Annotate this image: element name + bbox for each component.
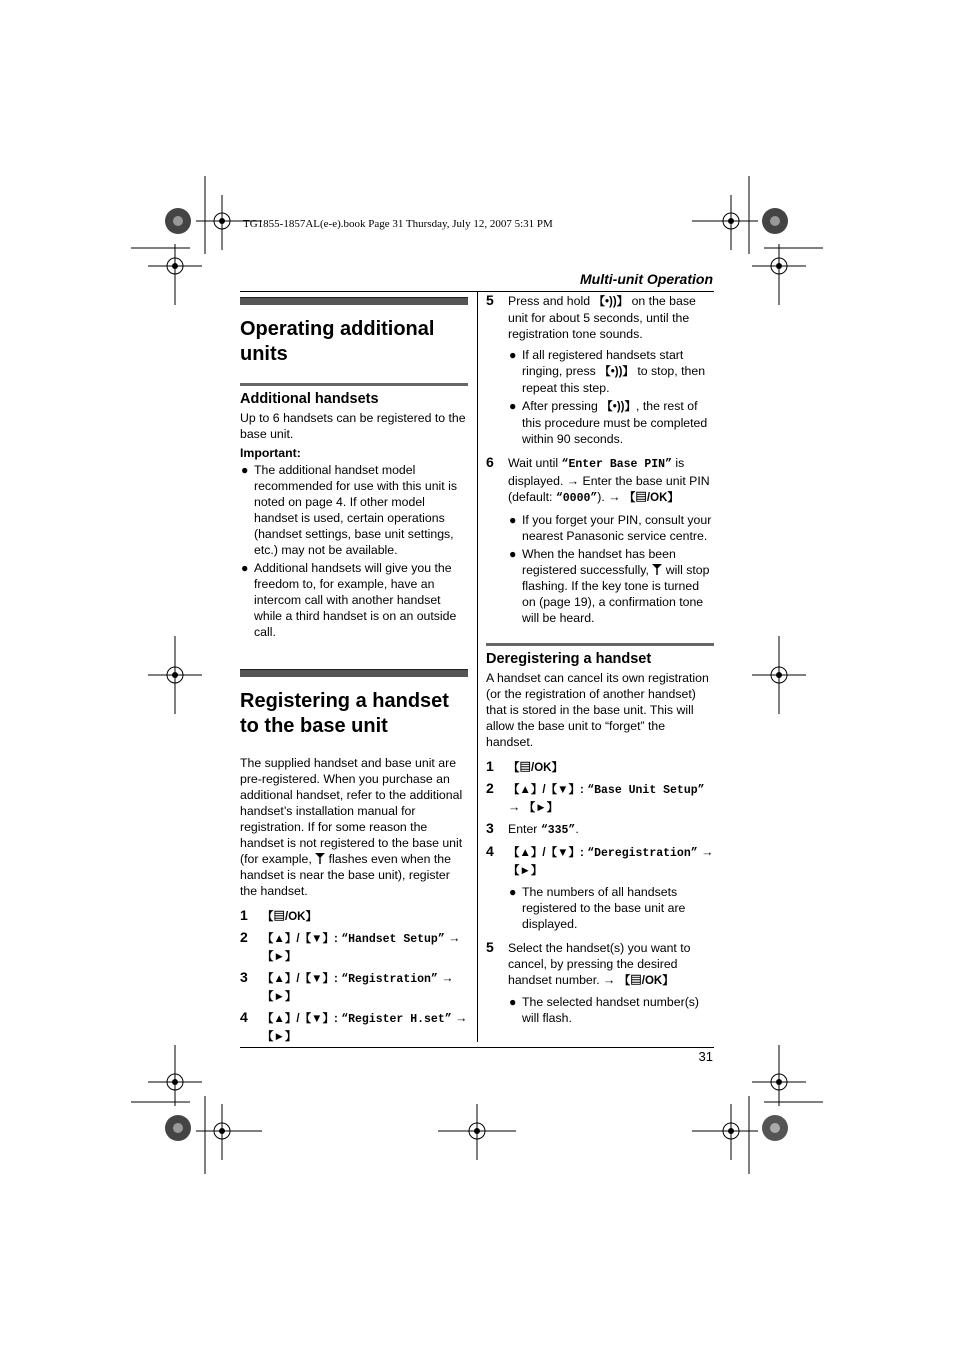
register-step: 3 【▲】/【▼】: “Registration” → 【►】 — [240, 969, 454, 1003]
up-down-key: 【▲】/【▼】: — [262, 1013, 338, 1025]
menu-ok-key: 【▤/OK】 — [623, 492, 679, 504]
antenna-icon — [652, 564, 662, 575]
list-item: ● Additional handsets will give you the freedom to, for example, have an intercom call with another handset while a third handset is on an outside call. — [241, 561, 457, 639]
section-title-registering: Registering a handset to the base unit — [240, 690, 449, 737]
antenna-icon — [315, 853, 325, 864]
register-step: 2 【▲】/【▼】: “Handset Setup” → 【►】 — [240, 929, 461, 963]
menu-ok-key: 【▤/OK】 — [618, 975, 674, 987]
register-step: 6 Wait until “Enter Base PIN” is displayed. → Enter the base unit PIN (default: “0000”). → 【▤/OK】 — [486, 454, 710, 505]
register-step: 1 【▤/OK】 — [240, 907, 317, 923]
bullet-icon: ● — [241, 561, 249, 575]
header-section-title: Multi-unit Operation — [580, 271, 713, 287]
right-key: 【►】 — [508, 865, 543, 877]
footer-rule — [240, 1047, 714, 1048]
deregister-step: 1 【▤/OK】 — [486, 758, 563, 774]
up-down-key: 【▲】/【▼】: — [508, 847, 584, 859]
list-item: ● The additional handset model recommended for use with this unit is noted on page 4. If other model handset is used, certain operations (handset settings, base unit settings, etc.) may not be available. — [241, 463, 457, 557]
locator-key: 【•))】 — [593, 296, 629, 308]
list-item: ● The selected handset number(s) will flash. — [509, 995, 700, 1025]
left-column — [240, 297, 468, 1050]
additional-intro: Up to 6 handsets can be registered to the base unit. — [240, 411, 466, 441]
menu-ok-key: 【▤/OK】 — [508, 762, 563, 774]
right-key: 【►】 — [262, 951, 297, 963]
deregistering-intro: A handset can cancel its own registration (or the registration of another handset) that is stored in the base unit. This will allow the base unit to “forget” the handset. — [486, 671, 709, 749]
menu-ok-key: 【▤/OK】 — [262, 911, 317, 923]
section-title-operating: Operating additional units — [240, 318, 435, 365]
registering-intro: The supplied handset and base unit are pre-registered. When you purchase an additional handset, refer to the additional handset’s installation manual for registration. If for some reason the handset is not registered to the base unit (for example, flashes even when the handset is near the base unit), register the handset. — [240, 756, 463, 898]
menu-item: “Deregistration” — [587, 847, 698, 860]
arrow-icon: → — [455, 1011, 468, 1025]
menu-item: “Base Unit Setup” — [587, 784, 705, 797]
right-column — [486, 293, 714, 1028]
arrow-icon: → — [608, 490, 621, 504]
bullet-icon: ● — [509, 995, 517, 1009]
list-item: ● If all registered handsets start ringing, press 【•))】 to stop, then repeat this step. — [509, 348, 706, 395]
subsection-bar — [486, 643, 714, 646]
arrow-icon: → — [701, 845, 714, 859]
list-item: ● The numbers of all handsets registered to the base unit are displayed. — [509, 885, 686, 931]
bullet-icon: ● — [241, 463, 249, 477]
deregister-step: 5 Select the handset(s) you want to cancel, by pressing the desired handset number. → 【▤/OK】 — [486, 939, 691, 987]
section-bar — [240, 297, 468, 305]
display-text: “Enter Base PIN” — [561, 458, 672, 471]
arrow-icon: → — [508, 800, 521, 814]
subsection-title-deregistering: Deregistering a handset — [486, 651, 652, 667]
locator-key: 【•))】 — [599, 366, 634, 378]
list-item: ● After pressing 【•))】, the rest of this procedure must be completed within 90 seconds. — [509, 399, 708, 446]
menu-item: “Registration” — [341, 973, 438, 986]
right-key: 【►】 — [262, 991, 297, 1003]
important-label: Important: — [240, 446, 301, 460]
file-stamp: TG1855-1857AL(e-e).book Page 31 Thursday, July 12, 2007 5:31 PM — [243, 218, 553, 230]
deregister-step: 2 【▲】/【▼】: “Base Unit Setup” → 【►】 — [486, 780, 705, 814]
deregister-step: 4 【▲】/【▼】: “Deregistration” → 【►】 — [486, 843, 714, 877]
bullet-icon: ● — [509, 885, 517, 899]
up-down-key: 【▲】/【▼】: — [262, 973, 338, 985]
bullet-icon: ● — [509, 348, 517, 362]
list-item: ● If you forget your PIN, consult your nearest Panasonic service centre. — [509, 513, 712, 543]
menu-item: “Register H.set” — [341, 1013, 452, 1026]
bullet-icon: ● — [509, 547, 517, 561]
list-item: ● When the handset has been registered successfully, will stop flashing. If the key tone is turned on (page 19), a confirmation tone will be heard. — [509, 547, 710, 625]
default-pin: “0000” — [555, 492, 598, 505]
right-key: 【►】 — [262, 1031, 297, 1043]
arrow-icon: → — [448, 931, 461, 945]
right-key: 【►】 — [523, 802, 559, 814]
locator-key: 【•))】 — [601, 401, 636, 413]
up-down-key: 【▲】/【▼】: — [262, 933, 338, 945]
section-bar — [240, 669, 468, 677]
bullet-icon: ● — [509, 513, 517, 527]
deregister-step: 3 Enter “335”. — [486, 820, 579, 837]
page-number: 31 — [698, 1049, 713, 1064]
register-step: 4 【▲】/【▼】: “Register H.set” → 【►】 — [240, 1009, 468, 1043]
subsection-bar — [240, 383, 468, 386]
bullet-icon: ● — [509, 399, 517, 413]
up-down-key: 【▲】/【▼】: — [508, 784, 584, 796]
arrow-icon: → — [566, 474, 580, 488]
menu-item: “Handset Setup” — [341, 933, 445, 946]
subsection-title-additional: Additional handsets — [240, 391, 379, 407]
arrow-icon: → — [441, 971, 454, 985]
arrow-icon: → — [603, 973, 616, 987]
register-step: 5 Press and hold 【•))】 on the base unit for about 5 seconds, until the registration tone sounds. — [486, 292, 696, 341]
column-divider — [477, 292, 478, 1042]
code-text: “335” — [540, 824, 576, 837]
